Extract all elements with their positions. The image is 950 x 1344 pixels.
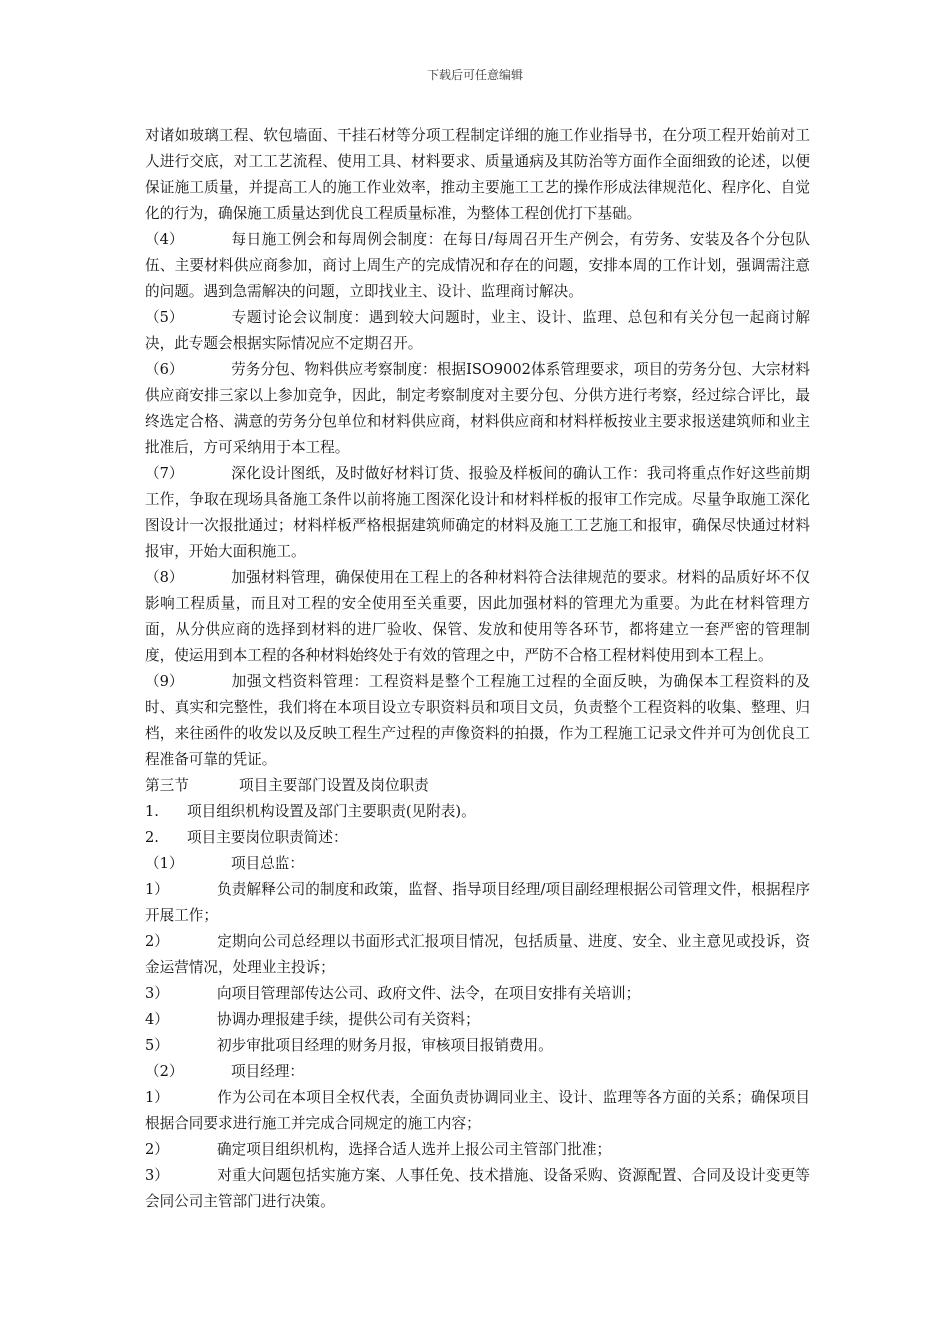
director-duty-3	[145, 981, 810, 1007]
subheading-number: （1）	[145, 855, 184, 872]
duty-text: 负责解释公司的制度和政策，监督、指导项目经理/项目副经理根据公司管理文件，根据程序开展工作；	[145, 881, 810, 924]
manager-duty-3	[145, 1163, 810, 1215]
item-number: 2.	[145, 829, 159, 846]
page-header: 下载后可任意编辑	[426, 68, 523, 82]
paragraph-number: （6）	[145, 361, 184, 378]
paragraph-number: （7）	[145, 465, 184, 482]
manager-duty-1	[145, 1085, 810, 1137]
duty-number: 5）	[145, 1037, 169, 1054]
section-heading	[145, 773, 810, 799]
subheading-manager	[145, 1059, 810, 1085]
duty-text: 对重大问题包括实施方案、人事任免、技术措施、设备采购、资源配置、合同及设计变更等会同公司主管部门进行决策。	[145, 1167, 810, 1210]
duty-number: 1）	[145, 1089, 169, 1106]
director-duty-2	[145, 929, 810, 981]
director-duty-4	[145, 1007, 810, 1033]
section-title: 项目主要部门设置及岗位职责	[239, 777, 429, 794]
duty-number: 1）	[145, 881, 169, 898]
duty-number: 3）	[145, 985, 169, 1002]
paragraph-text: 劳务分包、物料供应考察制度：根据ISO9002体系管理要求，项目的劳务分包、大宗材料供应商安排三家以上参加竞争，因此，制定考察制度对主要分包、分供方进行考察，经过综合评比，最终选定合格、满意的劳务分包单位和材料供应商，材料供应商和材料样板按业主要求报送建筑师和业主批准后，方可采纳用于本工程。	[145, 361, 810, 456]
duty-text: 确定项目组织机构，选择合适人选并上报公司主管部门批准；	[217, 1141, 612, 1158]
duty-number: 2）	[145, 1141, 169, 1158]
paragraph-text: 深化设计图纸，及时做好材料订货、报验及样板间的确认工作：我司将重点作好这些前期工作，争取在现场具备施工条件以前将施工图深化设计和材料样板的报审工作完成。尽量争取施工深化图设计一次报批通过；材料样板严格根据建筑师确定的材料及施工工艺施工和报审，确保尽快通过材料报审，开始大面积施工。	[145, 465, 810, 560]
top-item-2	[145, 825, 810, 851]
paragraph-5	[145, 305, 810, 357]
paragraph-number: （4）	[145, 231, 184, 248]
paragraph-text: 加强文档资料管理：工程资料是整个工程施工过程的全面反映，为确保本工程资料的及时、真实和完整性，我们将在本项目设立专职资料员和项目文员，负责整个工程资料的收集、整理、归档，来往函件的收发以及反映工程生产过程的声像资料的拍摄，作为工程施工记录文件并可为创优良工程准备可靠的凭证。	[145, 673, 810, 768]
duty-text: 向项目管理部传达公司、政府文件、法令，在项目安排有关培训；	[217, 985, 641, 1002]
subheading-title: 项目总监：	[231, 855, 304, 872]
duty-text: 协调办理报建手续，提供公司有关资料；	[217, 1011, 480, 1028]
item-text: 项目组织机构设置及部门主要职责(见附表)。	[187, 803, 476, 820]
top-item-1	[145, 799, 810, 825]
paragraph-4	[145, 227, 810, 305]
paragraph-text: 每日施工例会和每周例会制度：在每日/每周召开生产例会，有劳务、安装及各个分包队伍、主要材料供应商参加，商讨上周生产的完成情况和存在的问题，安排本周的工作计划，强调需注意的问题。遇到急需解决的问题，立即找业主、设计、监理商讨解决。	[145, 231, 810, 300]
paragraph-8	[145, 565, 810, 669]
subheading-number: （2）	[145, 1063, 184, 1080]
intro-paragraph: 对诸如玻璃工程、软包墙面、干挂石材等分项工程制定详细的施工作业指导书，在分项工程开始前对工人进行交底，对工工艺流程、使用工具、材料要求、质量通病及其防治等方面作全面细致的论述，以便保证施工质量，并提高工人的施工作业效率，推动主要施工工艺的操作形成法律规范化、程序化、自觉化的行为，确保施工质量达到优良工程质量标准，为整体工程创优打下基础。	[145, 127, 810, 222]
duty-number: 3）	[145, 1167, 169, 1184]
paragraph-9	[145, 669, 810, 773]
document-body	[145, 123, 810, 1215]
paragraph-text: 专题讨论会议制度：遇到较大问题时，业主、设计、监理、总包和有关分包一起商讨解决，此专题会根据实际情况应不定期召开。	[145, 309, 810, 352]
paragraph-number: （5）	[145, 309, 184, 326]
duty-text: 初步审批项目经理的财务月报，审核项目报销费用。	[217, 1037, 553, 1054]
subheading-title: 项目经理：	[231, 1063, 304, 1080]
paragraph-7	[145, 461, 810, 565]
manager-duty-2	[145, 1137, 810, 1163]
item-text: 项目主要岗位职责简述：	[187, 829, 348, 846]
duty-number: 4）	[145, 1011, 169, 1028]
duty-text: 定期向公司总经理以书面形式汇报项目情况，包括质量、进度、安全、业主意见或投诉，资金运营情况，处理业主投诉；	[145, 933, 810, 976]
director-duty-5	[145, 1033, 810, 1059]
duty-text: 作为公司在本项目全权代表，全面负责协调同业主、设计、监理等各方面的关系；确保项目根据合同要求进行施工并完成合同规定的施工内容；	[145, 1089, 810, 1132]
paragraph-number: （9）	[145, 673, 184, 690]
item-number: 1.	[145, 803, 159, 820]
paragraph-number: （8）	[145, 569, 184, 586]
subheading-director	[145, 851, 810, 877]
duty-number: 2）	[145, 933, 169, 950]
paragraph-6	[145, 357, 810, 461]
paragraph-text: 加强材料管理，确保使用在工程上的各种材料符合法律规范的要求。材料的品质好坏不仅影响工程质量，而且对工程的安全使用至关重要，因此加强材料的管理尤为重要。为此在材料管理方面，从分供应商的选择到材料的进厂验收、保管、发放和使用等各环节，都将建立一套严密的管理制度，使运用到本工程的各种材料始终处于有效的管理之中，严防不合格工程材料使用到本工程上。	[145, 569, 810, 664]
director-duty-1	[145, 877, 810, 929]
section-label: 第三节	[145, 777, 189, 794]
